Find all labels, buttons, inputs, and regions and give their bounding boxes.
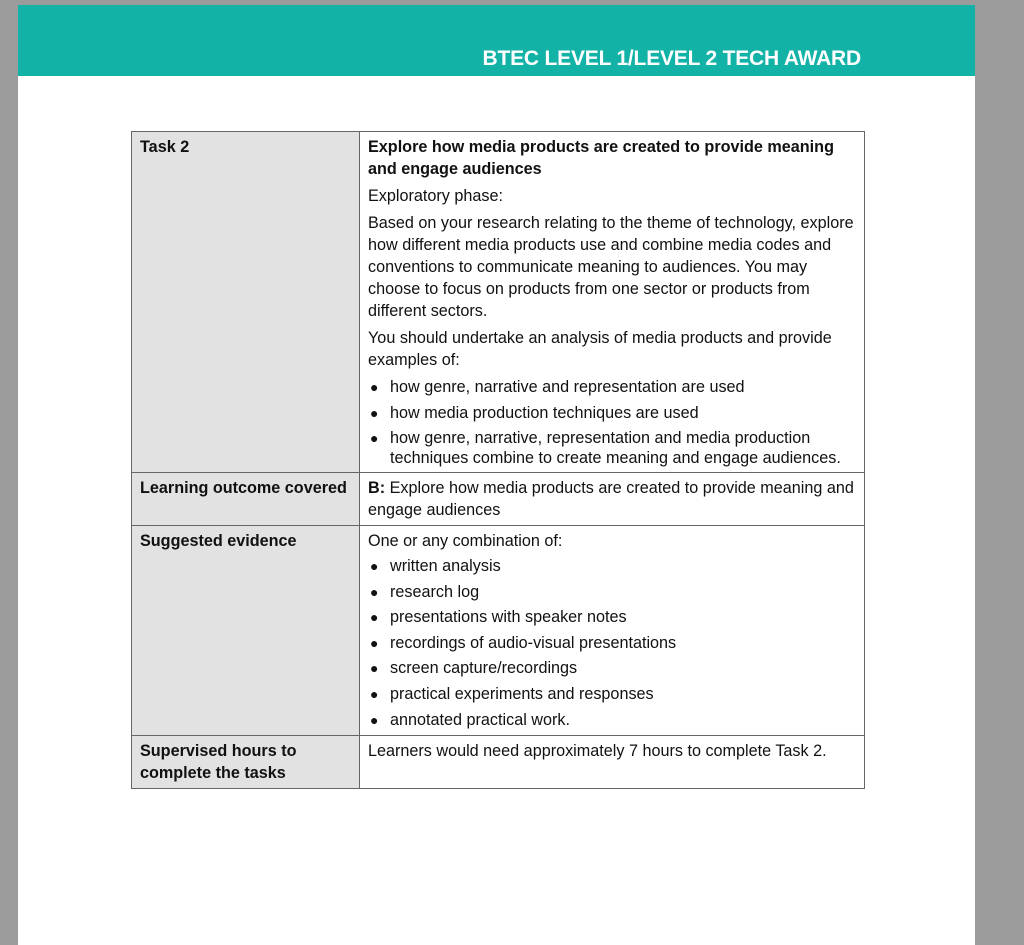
bullet-icon: ● (370, 430, 379, 446)
list-item: ● screen capture/recordings (370, 659, 578, 678)
table-row-supervised-hours (132, 735, 865, 788)
list-item: ● recordings of audio-visual presentations (370, 633, 677, 652)
task-phase: Exploratory phase: (368, 187, 503, 205)
row-label-supervised-hours: Supervised hours to complete the tasks (132, 735, 360, 788)
task-description: Based on your research relating to the theme of technology, explore how different media products use and combine media codes and conventions to communicate meaning to audiences. You may choose to focus on products from one sector or products from different sectors. (368, 214, 854, 320)
task-table (131, 131, 865, 789)
bullet-icon: ● (370, 583, 379, 600)
outcome-prefix: B: (368, 479, 386, 497)
header-band (18, 5, 975, 76)
list-item: ● written analysis (370, 557, 501, 575)
table-row-suggested-evidence (132, 526, 865, 736)
bullet-icon: ● (370, 634, 379, 651)
outcome-text: Explore how media products are created to provide meaning and engage audiences (368, 479, 854, 519)
list-item: ● how genre, narrative and representation are used (370, 378, 745, 396)
list-item: ● research log (370, 582, 480, 601)
bullet-icon: ● (370, 558, 379, 574)
bullet-icon: ● (370, 379, 379, 395)
bullet-icon: ● (370, 711, 379, 728)
task-heading: Explore how media products are created to provide meaning and engage audiences (368, 138, 834, 178)
table-row-learning-outcome (132, 473, 865, 526)
bullet-icon: ● (370, 609, 379, 626)
list-item: ● practical experiments and responses (370, 684, 654, 703)
header-title: BTEC LEVEL 1/LEVEL 2 TECH AWARD (482, 47, 861, 70)
task-analysis-intro: You should undertake an analysis of media products and provide examples of: (368, 329, 832, 369)
row-content-supervised-hours: Learners would need approximately 7 hours to complete Task 2. (360, 735, 865, 788)
row-label-task: Task 2 (132, 132, 360, 473)
table-row-task (132, 132, 865, 473)
row-label-learning-outcome: Learning outcome covered (132, 473, 360, 526)
evidence-bullet-list (368, 556, 856, 731)
row-content-learning-outcome (360, 473, 865, 526)
row-label-suggested-evidence: Suggested evidence (132, 526, 360, 736)
list-item: ● presentations with speaker notes (370, 608, 627, 627)
bullet-icon: ● (370, 660, 379, 677)
evidence-intro: One or any combination of: (368, 532, 563, 550)
row-content-task (360, 132, 865, 473)
task-bullet-list (368, 376, 856, 468)
document-page (18, 5, 975, 945)
row-content-suggested-evidence (360, 526, 865, 736)
list-item: ● how genre, narrative, representation and media production techniques combine to create meaning and engage audiences. (370, 429, 841, 467)
bullet-icon: ● (370, 685, 379, 702)
list-item: ● annotated practical work. (370, 710, 570, 729)
list-item: ● how media production techniques are used (370, 404, 699, 422)
bullet-icon: ● (370, 405, 379, 421)
